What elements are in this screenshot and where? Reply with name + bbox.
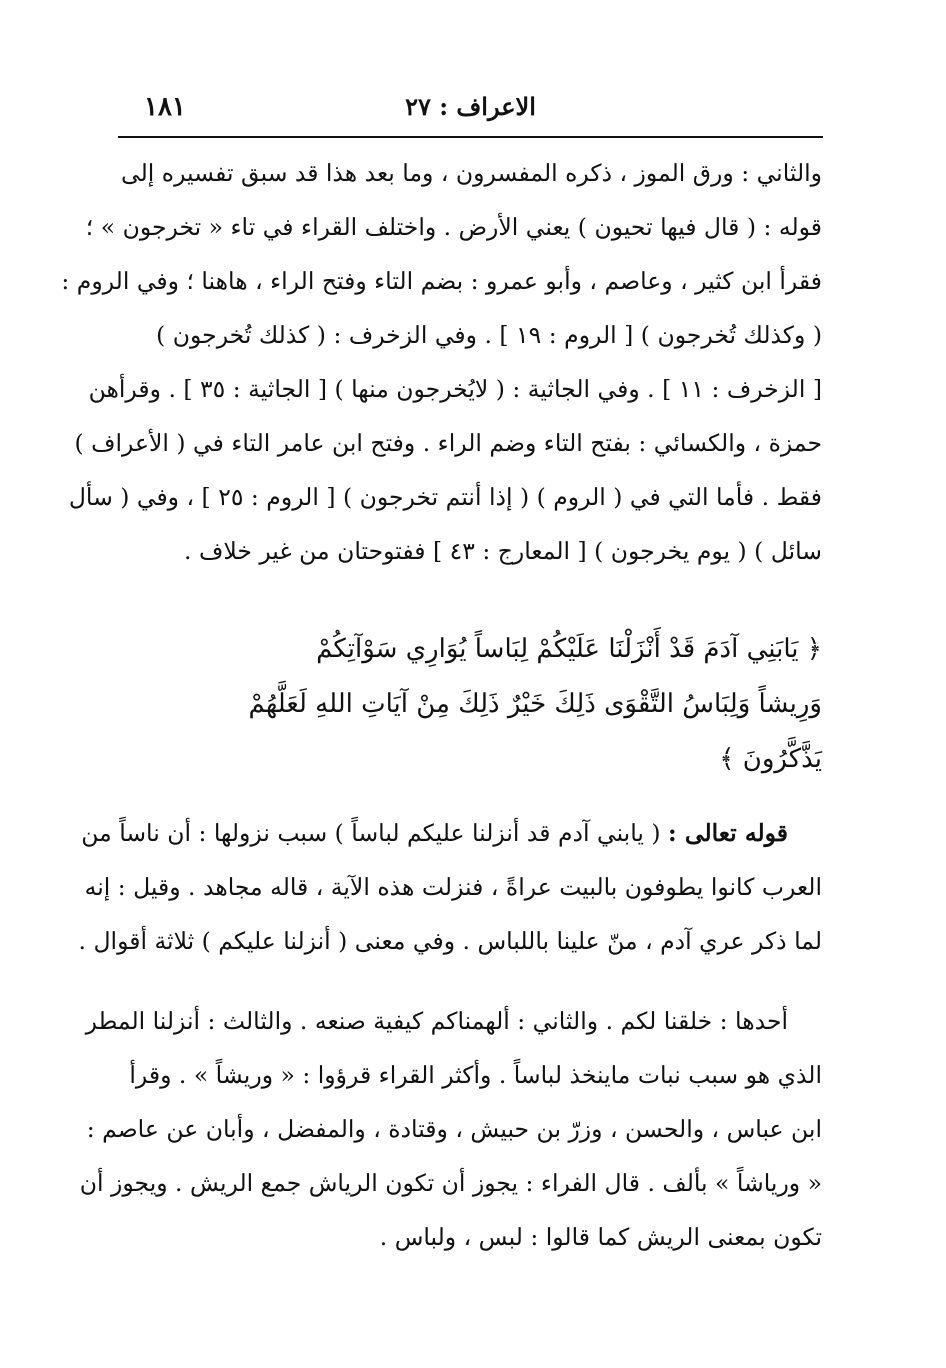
commentary-lead: قوله تعالى : — [668, 819, 788, 847]
running-title: الاعراف : ٢٧ — [405, 92, 536, 121]
verse-line: وَرِيشاً وَلِبَاسُ التَّقْوَى ذَلِكَ خَيْرٌ ذَلِكَ مِنْ آيَاتِ اللهِ لَعَلَّهُمْ — [248, 689, 822, 719]
text-line — [81, 806, 822, 860]
text-line: [ الزخرف : ١١ ] . وفي الجاثية : ( لايُخرجون منها ) [ الجاثية : ٣٥ ] . وقرأهن — [88, 375, 822, 403]
paragraph-commentary — [78, 806, 822, 968]
text-line: ابن عباس ، والحسن ، وزرّ بن حبيش ، وقتادة ، والمفضل ، وأبان عن عاصم : — [86, 1115, 822, 1143]
page-number: ١٨١ — [144, 92, 186, 122]
verse-line: ﴿ يَابَنِي آدَمَ قَدْ أَنْزَلْنَا عَلَيْكُمْ لِبَاساً يُوَارِي سَوْآتِكُمْ — [316, 634, 822, 664]
text-line: فقط . فأما التي في ( الروم ) ( إذا أنتم تخرجون ) [ الروم : ٢٥ ] ، وفي ( سأل — [68, 483, 822, 511]
paragraph-opinions — [79, 994, 822, 1264]
text-line: « ورياشاً » بألف . قال الفراء : يجوز أن تكون الرياش جمع الريش . ويجوز أن — [79, 1169, 822, 1197]
commentary-first-line: ( يابني آدم قد أنزلنا عليكم لباساً ) سبب نزولها : أن ناساً من — [81, 819, 661, 847]
page-header — [118, 88, 823, 128]
text-line: والثاني : ورق الموز ، ذكره المفسرون ، وما بعد هذا قد سبق تفسيره إلى — [121, 159, 822, 187]
text-line: ( وكذلك تُخرجون ) [ الروم : ١٩ ] . وفي الزخرف : ( كذلك تُخرجون ) — [156, 321, 822, 349]
text-line: فقرأ ابن كثير ، وعاصم ، وأبو عمرو : بضم التاء وفتح الراء ، هاهنا ؛ وفي الروم : — [61, 267, 822, 295]
header-rule — [118, 136, 823, 138]
text-line: أحدها : خلقنا لكم . والثاني : ألهمناكم كيفية صنعه . والثالث : أنزلنا المطر — [85, 1007, 788, 1035]
text-line: قوله : ( قال فيها تحيون ) يعني الأرض . واختلف القراء في تاء « تخرجون » ؛ — [85, 213, 822, 241]
text-line: لما ذكر عري آدم ، منّ علينا باللباس . وفي معنى ( أنزلنا عليكم ) ثلاثة أقوال . — [78, 927, 822, 955]
text-line: تكون بمعنى الريش كما قالوا : لبس ، ولباس . — [379, 1223, 822, 1251]
verse-line: يَذَّكَّرُونَ ﴾ — [719, 744, 822, 774]
text-line: سائل ) ( يوم يخرجون ) [ المعارج : ٤٣ ] ففتوحتان من غير خلاف . — [184, 537, 822, 565]
quran-verse — [122, 622, 822, 787]
text-line: الذي هو سبب نبات ماينخذ لباساً . وأكثر القراء قرؤوا : « وريشاً » . وقرأ — [129, 1061, 822, 1089]
text-line: حمزة ، والكسائي : بفتح التاء وضم الراء . وفتح ابن عامر التاء في ( الأعراف ) — [74, 429, 822, 457]
paragraph-qiraat — [61, 146, 822, 578]
text-line: العرب كانوا يطوفون بالبيت عراةً ، فنزلت هذه الآية ، قاله مجاهد . وقيل : إنه — [84, 873, 822, 901]
